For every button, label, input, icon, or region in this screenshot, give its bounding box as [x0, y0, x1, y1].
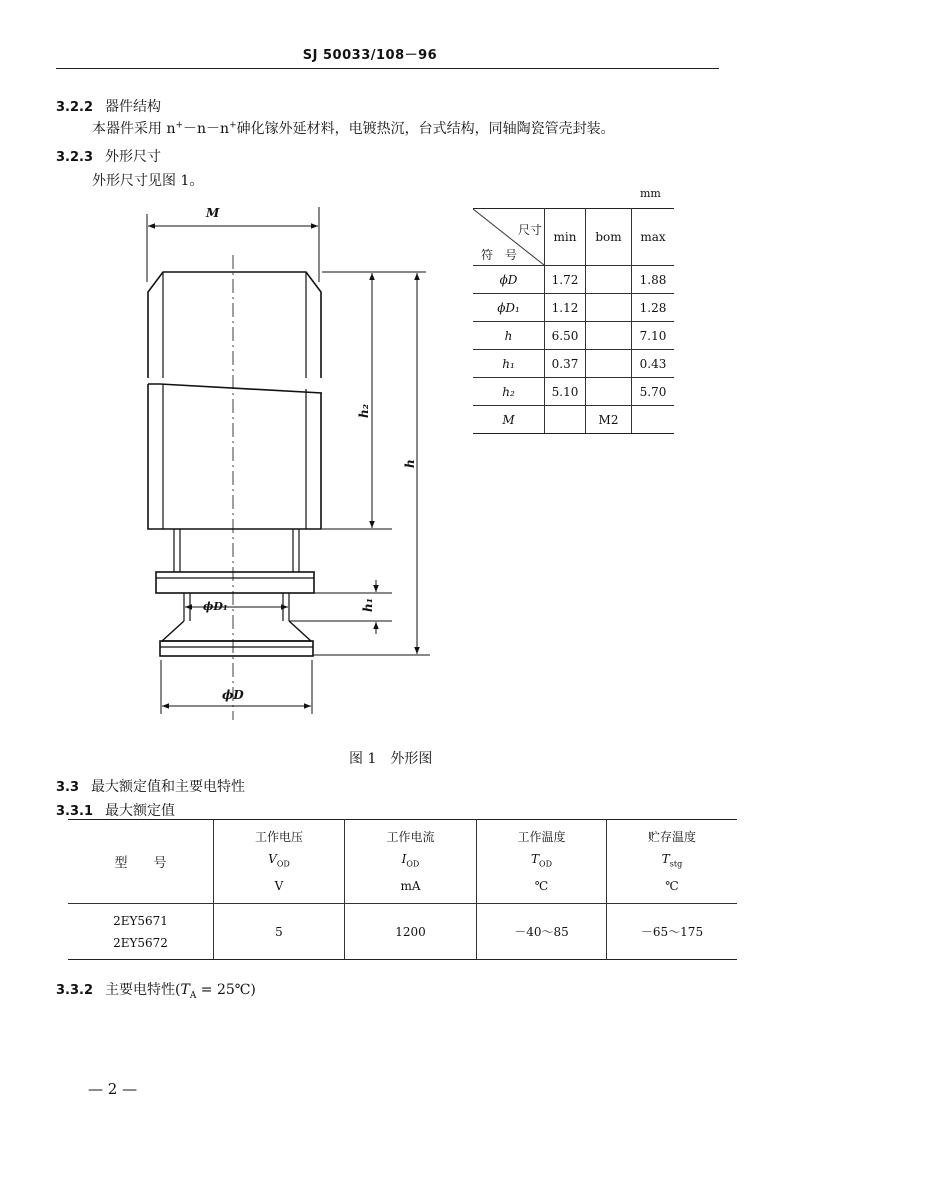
table-row: [473, 322, 674, 350]
dimension-table: [473, 208, 674, 434]
column-symbol: [215, 848, 343, 875]
column-unit: ℃: [534, 879, 549, 894]
row-max: 1.88: [632, 266, 675, 294]
temperature-symbol: T: [180, 982, 190, 998]
row-bom: [586, 378, 632, 406]
row-max: 5.70: [632, 378, 675, 406]
model-name: 2EY5672: [113, 935, 168, 950]
table-corner: [473, 209, 545, 266]
figure-caption: 图 1 外形图: [349, 751, 433, 767]
column-name: 贮存温度: [647, 829, 696, 844]
section-3-2-3-body: 外形尺寸见图 1。: [92, 173, 204, 189]
column-unit: V: [274, 879, 284, 894]
row-bom: [586, 322, 632, 350]
table-row: [68, 904, 737, 960]
row-symbol: h₁: [473, 350, 545, 378]
label-M: M: [206, 206, 220, 220]
section-title: 器件结构: [105, 99, 162, 115]
header-bom: bom: [586, 209, 632, 266]
section-title: 最大额定值: [105, 803, 176, 819]
document-code: SJ 50033/108－96: [302, 48, 438, 63]
row-max: [632, 406, 675, 434]
section-title-suffix: = 25℃): [196, 982, 256, 998]
row-bom: [586, 294, 632, 322]
header-voltage: [214, 820, 345, 904]
superscript: +: [229, 120, 237, 131]
label-h1: h₁: [361, 598, 375, 612]
row-symbol: h₂: [473, 378, 545, 406]
table-row: [473, 406, 674, 434]
storage-temp-value: －65～175: [607, 904, 738, 960]
current-value: 1200: [345, 904, 477, 960]
table-row: [473, 350, 674, 378]
row-min: 5.10: [545, 378, 586, 406]
table-row: [473, 294, 674, 322]
section-number: 3.3.1: [56, 804, 94, 819]
section-number: 3.2.3: [56, 150, 94, 165]
column-symbol: [346, 848, 475, 875]
section-3-3-1-heading: [56, 800, 175, 820]
row-min: 0.37: [545, 350, 586, 378]
row-max: 7.10: [632, 322, 675, 350]
model-cell: [68, 904, 214, 960]
row-max: 0.43: [632, 350, 675, 378]
symbol-letter: T: [531, 851, 540, 866]
symbol-subscript: OD: [276, 859, 290, 869]
page-number: — 2 —: [88, 1080, 138, 1098]
table-row: [473, 266, 674, 294]
section-title: 外形尺寸: [105, 149, 162, 165]
section-number: 3.3.2: [56, 983, 94, 998]
header-min: min: [545, 209, 586, 266]
label-phiD1: ϕD₁: [203, 600, 228, 613]
symbol-letter: V: [268, 851, 277, 866]
label-phiD: ϕD: [222, 688, 244, 702]
symbol-letter: I: [401, 851, 407, 866]
row-symbol: ϕD: [473, 266, 545, 294]
corner-bottom-label: 符 号: [481, 248, 518, 262]
row-symbol: h: [473, 322, 545, 350]
voltage-value: 5: [214, 904, 345, 960]
unit-label: mm: [640, 187, 661, 200]
header-operating-temp: [477, 820, 607, 904]
row-min: 1.12: [545, 294, 586, 322]
column-name: 工作电流: [386, 829, 435, 844]
table-row: [473, 378, 674, 406]
model-name: 2EY5671: [113, 913, 168, 928]
section-number: 3.3: [56, 780, 80, 795]
row-min: 6.50: [545, 322, 586, 350]
label-h2: h₂: [357, 404, 371, 418]
header-max: max: [632, 209, 675, 266]
body-text: 本器件采用 n: [92, 121, 176, 137]
section-3-3-heading: [56, 776, 245, 796]
column-name: 工作电压: [254, 829, 303, 844]
column-symbol: [478, 848, 605, 875]
temperature-subscript: A: [189, 990, 197, 1001]
symbol-subscript: OD: [539, 859, 552, 869]
row-symbol: M: [473, 406, 545, 434]
symbol-letter: T: [661, 851, 670, 866]
section-title: 主要电特性(: [105, 982, 181, 998]
row-bom: M2: [586, 406, 632, 434]
symbol-subscript: OD: [406, 859, 420, 869]
section-number: 3.2.2: [56, 100, 94, 115]
row-bom: [586, 266, 632, 294]
section-3-3-2-heading: [56, 979, 256, 1001]
symbol-subscript: stg: [669, 859, 683, 869]
section-title: 最大额定值和主要电特性: [91, 779, 246, 795]
corner-top-label: 尺寸: [517, 223, 542, 237]
label-h: h: [403, 459, 417, 468]
max-ratings-table: [68, 819, 737, 960]
superscript: +: [175, 120, 184, 131]
body-text: －n－n: [183, 121, 230, 137]
header-storage-temp: [607, 820, 738, 904]
row-min: [545, 406, 586, 434]
column-name: 工作温度: [517, 829, 566, 844]
column-unit: ℃: [665, 879, 679, 894]
row-bom: [586, 350, 632, 378]
body-text: 砷化镓外延材料，电镀热沉，台式结构，同轴陶瓷管壳封装。: [236, 121, 615, 137]
header-current: [345, 820, 477, 904]
operating-temp-value: －40～85: [477, 904, 607, 960]
column-symbol: [608, 848, 736, 875]
header-model: 型 号: [68, 820, 214, 904]
row-symbol: ϕD₁: [473, 294, 545, 322]
row-min: 1.72: [545, 266, 586, 294]
row-max: 1.28: [632, 294, 675, 322]
column-unit: mA: [400, 879, 421, 894]
